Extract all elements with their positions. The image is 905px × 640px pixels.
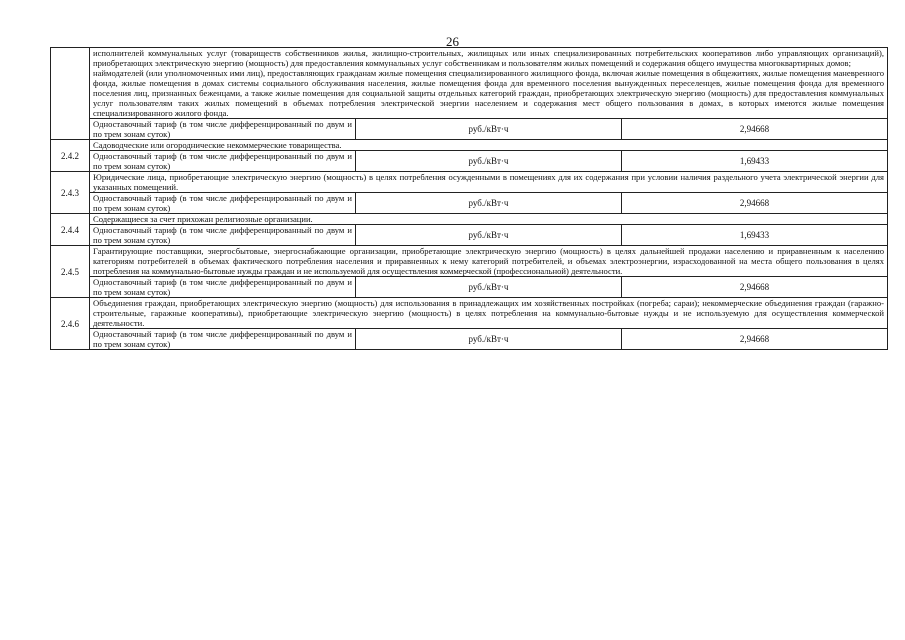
tariff-unit: руб./кВт·ч [356,119,622,140]
section-number: 2.4.5 [51,246,90,298]
section-number: 2.4.4 [51,214,90,246]
section-number: 2.4.6 [51,298,90,350]
tariff-value: 2,94668 [622,193,888,214]
section-description [90,140,888,151]
section-description-paragraph: исполнителей коммунальных услуг (товариществ собственников жилья, жилищно-строительных, жилищных или иных специализированных потребительских кооперативов либо управляющих организаций), приобретающих электрическую энергию (мощность) для предоставления коммунальных услуг собственникам и пользователям жилых помещений и содержания общего имущества многоквартирных домов; [93,48,884,68]
section-number: 2.4.3 [51,172,90,214]
section-description-paragraph: Садоводческие или огороднические некоммерческие товарищества. [93,140,342,150]
tariff-table-body [51,48,888,350]
section-description-paragraph: Содержащиеся за счет прихожан религиозные организации. [93,214,313,224]
section-description-row [51,298,888,329]
tariff-label: Одноставочный тариф (в том числе дифференцированный по двум и по трем зонам суток) [90,119,356,140]
tariff-unit: руб./кВт·ч [356,193,622,214]
section-description-row [51,48,888,119]
tariff-row [51,119,888,140]
tariff-row [51,151,888,172]
tariff-row [51,225,888,246]
tariff-label: Одноставочный тариф (в том числе дифференцированный по двум и по трем зонам суток) [90,193,356,214]
tariff-value: 2,94668 [622,277,888,298]
tariff-row [51,329,888,350]
section-description-paragraph: Юридические лица, приобретающие электрическую энергию (мощность) в целях потребления осужденными в помещениях для их содержания при условии наличия раздельного учета электрической энергии для указанных помещений. [93,172,884,192]
tariff-unit: руб./кВт·ч [356,277,622,298]
section-description-row [51,246,888,277]
tariff-unit: руб./кВт·ч [356,151,622,172]
section-description [90,298,888,329]
tariff-value: 2,94668 [622,119,888,140]
tariff-value: 2,94668 [622,329,888,350]
section-number [51,48,90,140]
section-description [90,172,888,193]
tariff-unit: руб./кВт·ч [356,225,622,246]
tariff-value: 1,69433 [622,151,888,172]
section-description-paragraph: наймодателей (или уполномоченных ими лиц), предоставляющих гражданам жилые помещения специализированного жилищного фонда, включая жилые помещения в общежитиях, жилые помещения маневренного фонда, жилые помещения в домах системы социального обслуживания населения, жилые помещения фонда для временного поселения вынужденных переселенцев, жилые помещения фонда для временного поселения лиц, признанных беженцами, а также жилые помещения для социальной защиты отдельных категорий граждан, приобретающих электрическую энергию (мощность) для предоставления коммунальных услуг пользователям таких жилых помещений в объемах потребления электрической энергии населением и содержания мест общего пользования в домах, в которых имеются жилые помещения специализированного жилого фонда. [93,68,884,118]
tariff-unit: руб./кВт·ч [356,329,622,350]
tariff-value: 1,69433 [622,225,888,246]
section-description [90,246,888,277]
section-description [90,214,888,225]
section-description-row [51,214,888,225]
section-number: 2.4.2 [51,140,90,172]
tariff-table [50,47,888,350]
tariff-row [51,277,888,298]
tariff-label: Одноставочный тариф (в том числе дифференцированный по двум и по трем зонам суток) [90,329,356,350]
page-number: 26 [446,34,459,49]
section-description-paragraph: Объединения граждан, приобретающих электрическую энергию (мощность) для использования в принадлежащих им хозяйственных постройках (погреба; сараи); некоммерческие объединения граждан (гаражно-строительные, гаражные кооперативы), приобретающие электрическую энергию (мощность) в целях потребления на коммунально-бытовые нужды и не используемую для осуществления коммерческой деятельности. [93,298,884,328]
tariff-row [51,193,888,214]
tariff-label: Одноставочный тариф (в том числе дифференцированный по двум и по трем зонам суток) [90,225,356,246]
section-description-row [51,140,888,151]
tariff-label: Одноставочный тариф (в том числе дифференцированный по двум и по трем зонам суток) [90,277,356,298]
tariff-label: Одноставочный тариф (в том числе дифференцированный по двум и по трем зонам суток) [90,151,356,172]
section-description-paragraph: Гарантирующие поставщики, энергосбытовые, энергоснабжающие организации, приобретающие электрическую энергию (мощность) в целях дальнейшей продажи населению и приравненным к населению категориям потребителей в объемах фактического потребления населения и приравненных к нему категорий потребителей, и объемах электроэнергии, израсходованной на места общего пользования в целях потребления на коммунально-бытовые нужды граждан и не используемой для осуществления коммерческой (профессиональной) деятельности. [93,246,884,276]
section-description [90,48,888,119]
section-description-row [51,172,888,193]
